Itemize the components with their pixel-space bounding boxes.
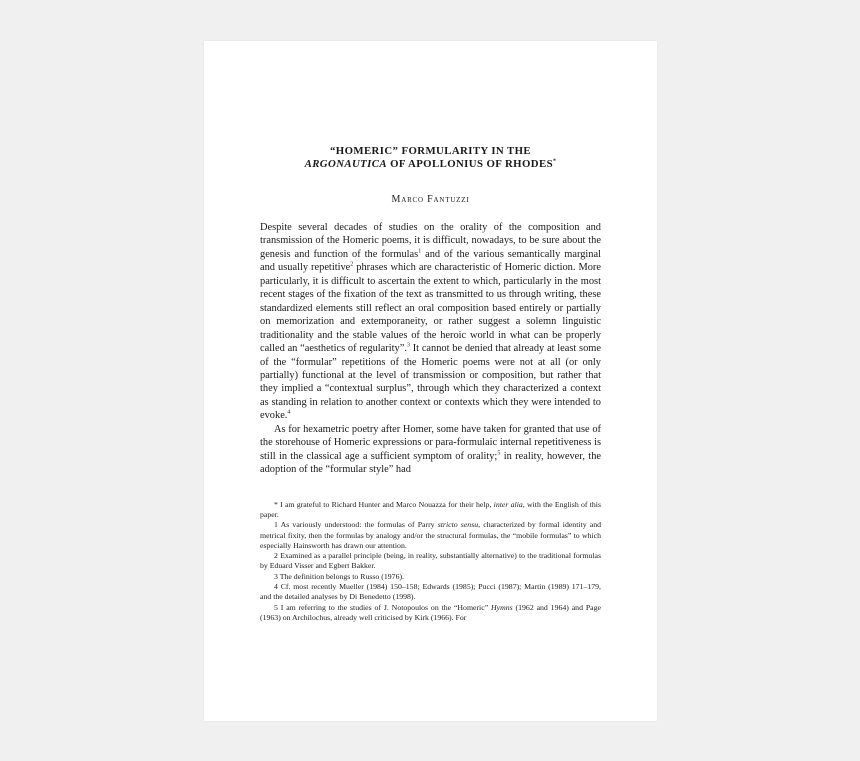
footnote-star-text-b: , with the English of this paper.: [260, 499, 601, 519]
footnote-1-text-a: 1 As variously understood: the formulas of Parry: [274, 520, 438, 530]
paragraph-1-text-3: phrases which are characteristic of Homeric diction. More particularly, it is difficult to ascertain the extent to which, particularly in the most recent stages of the fixation of the text as transmitted to us through writing, these standardized elements still reflect an oral composition based entirely or partially on memorization and extemporaneity, or rather suggest a solemn linguistic traditionality and the stable values of the heroic world in what can be properly called an “aesthetics of regularity”.: [260, 262, 601, 355]
document-page: [204, 41, 657, 721]
footnote-ref-1: 1: [418, 248, 422, 255]
footnote-ref-4: 4: [287, 409, 291, 416]
paragraph-1-text-4: It cannot be denied that already at least some of the “formular” repetitions of the Homeric poems were not at all (or only partially) functional at the level of transmission or composition, but rather that they implied a “contextual surplus”, through which they characterized a context as standing in relation to another context or contexts which they were intended to evoke.: [260, 343, 601, 422]
footnote-star-text-a: * I am grateful to Richard Hunter and Marco Nouazza for their help,: [274, 499, 494, 509]
footnote-2: 2 Examined as a parallel principle (being, in reality, substantially alternative) to the traditional formulas by Eduard Visser and Egbert Bakker.: [260, 551, 601, 571]
footnote-5-italic: Hymns: [491, 602, 513, 612]
footnote-3: 3 The definition belongs to Russo (1976).: [274, 571, 405, 581]
footnote-star: [260, 500, 601, 521]
title-footnote-mark: *: [552, 158, 557, 165]
footnotes: [260, 500, 601, 624]
footnote-5-text-b: (1962 and 1964) and Page (1963) on Archilochus, already well criticised by Kirk (1966). For: [260, 602, 601, 622]
title-line-1: “HOMERIC” FORMULARITY IN THE: [329, 145, 532, 157]
footnote-5-text-a: 5 I am referring to the studies of J. Notopoulos on the “Homeric”: [274, 602, 492, 612]
footnote-ref-5: 5: [497, 450, 501, 457]
paragraph-2-text-2: in reality, however, the adoption of the “formular style” had: [260, 450, 601, 476]
paragraph-2-text-1: As for hexametric poetry after Homer, some have taken for granted that use of the storehouse of Homeric expressions or para-formulaic internal repetitiveness is still in the classical age a sufficient symptom of orality;: [260, 423, 601, 462]
paragraph-2: [260, 423, 601, 477]
body-text: [260, 221, 601, 477]
footnote-5: [260, 603, 601, 624]
footnote-1-italic: stricto sensu: [437, 520, 479, 530]
footnote-star-italic: inter alia: [493, 499, 523, 509]
footnote-4: 4 Cf. most recently Mueller (1984) 150–158; Edwards (1985); Pucci (1987); Martin (1989) 171–179, and the detailed analyses by Di Benedetto (1998).: [260, 581, 601, 602]
footnote-1: [260, 520, 601, 551]
paragraph-1: [260, 221, 601, 423]
page-content: [260, 145, 601, 623]
footnote-ref-2: 2: [350, 261, 354, 268]
author-name: Marco Fantuzzi: [391, 194, 470, 205]
paper-title: [260, 145, 601, 171]
title-line-2: OF APOLLONIUS OF RHODES: [387, 158, 553, 170]
paragraph-1-text-1: Despite several decades of studies on the orality of the composition and transmission of the Homeric poems, it is difficult, nowadays, to be sure about the genesis and function of the formulas: [260, 222, 601, 260]
footnote-ref-3: 3: [406, 342, 410, 349]
paragraph-1-text-2: and of the various semantically marginal and usually repetitive: [260, 248, 601, 274]
title-italic-word: ARGONAUTICA: [304, 158, 387, 170]
footnote-1-text-b: , characterized by formal identity and metrical fixity, then the formulas by analogy and/or the structural formulas, the “mobile formulas” to which especially Hainsworth has drawn our attention.: [260, 520, 602, 550]
